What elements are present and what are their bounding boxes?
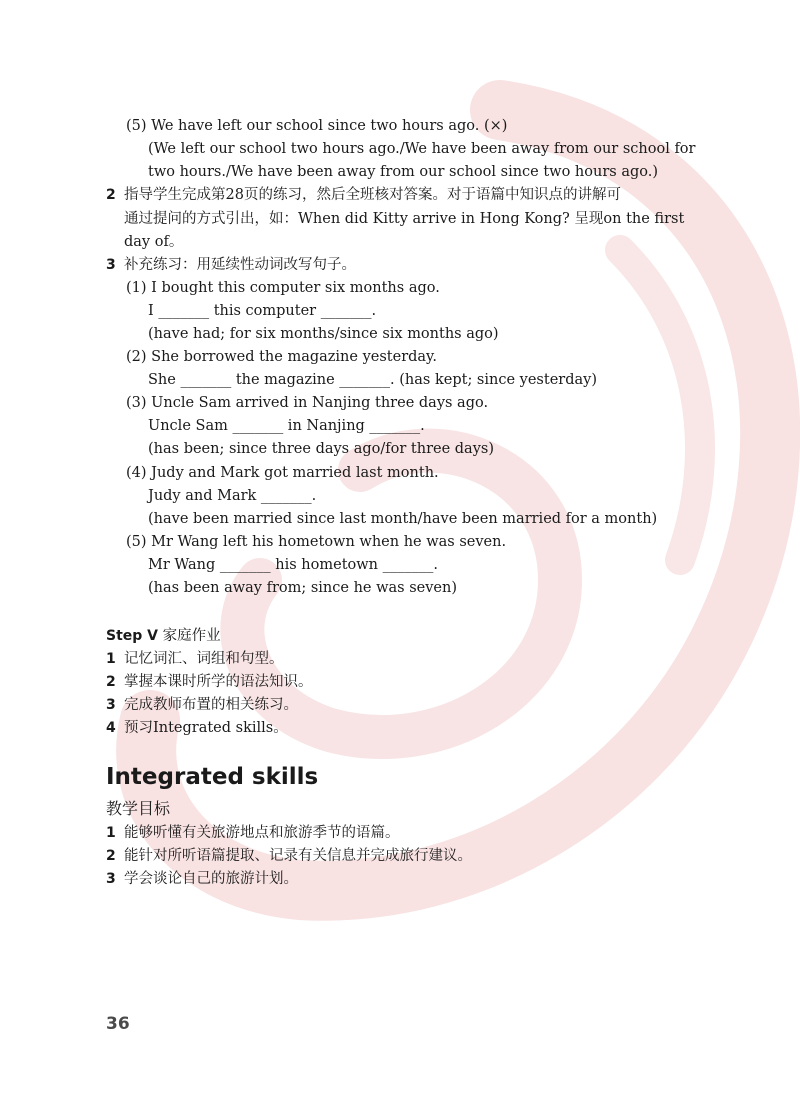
item-3-number: 3 [106,257,116,273]
section-title: Integrated skills [106,764,319,790]
step-v-item: 4 预习Integrated skills。 [106,720,288,736]
exercise-3-blank: Uncle Sam _______ in Nanjing _______. [148,418,425,434]
step-v-item: 1 记忆词汇、词组和句型。 [106,651,284,667]
objective-item: 3 学会谈论自己的旅游计划。 [106,871,298,887]
item-2-line2: 通过提问的方式引出，如：When did Kitty arrive in Hong Kong? 呈现on the first [124,211,685,227]
exercise-4-blank: Judy and Mark _______. [148,488,317,504]
objective-item: 1 能够听懂有关旅游地点和旅游季节的语篇。 [106,825,400,841]
section-subtitle: 教学目标 [106,799,171,818]
item-3-text: 补充练习：用延续性动词改写句子。 [124,257,356,273]
exercise-5-answer: (has been away from; since he was seven) [148,580,458,596]
exercise-5-question: (5) Mr Wang left his hometown when he was seven. [126,534,507,550]
step-v-item: 2 掌握本课时所学的语法知识。 [106,674,313,690]
exercise-1-blank: I _______ this computer _______. [148,303,377,319]
exercise-1-answer: (have had; for six months/since six months ago) [148,326,499,342]
exercise-5-blank: Mr Wang _______ his hometown _______. [148,557,438,573]
exercise-4-question: (4) Judy and Mark got married last month. [126,465,439,481]
exercise-2-question: (2) She borrowed the magazine yesterday. [126,349,437,365]
exercise-1-question: (1) I bought this computer six months ago. [126,280,440,296]
exercise-4-answer: (have been married since last month/have been married for a month) [148,511,658,527]
step-v-label: Step V [106,628,159,644]
example-5-correction-line2: two hours./We have been away from our school since two hours ago.) [148,164,658,180]
item-2-line1 [106,185,621,205]
example-5-correction-line1: (We left our school two hours ago./We have been away from our school for [148,141,696,157]
page-number: 36 [106,1014,130,1034]
item-2-line3: day of。 [124,234,184,250]
item-2-number: 2 [106,187,116,203]
exercise-2-blank: She _______ the magazine _______. (has kept; since yesterday) [148,372,597,388]
item-2-text: 指导学生完成第28页的练习，然后全班核对答案。对于语篇中知识点的讲解可 [124,187,621,203]
step-v-heading [106,626,221,646]
exercise-3-answer: (has been; since three days ago/for three days) [148,441,494,457]
item-3-title [106,255,356,275]
example-5-wrong: (5) We have left our school since two hours ago. (×) [126,118,508,134]
objective-item: 2 能针对所听语篇提取、记录有关信息并完成旅行建议。 [106,848,472,864]
step-v-item: 3 完成教师布置的相关练习。 [106,697,298,713]
exercise-3-question: (3) Uncle Sam arrived in Nanjing three days ago. [126,395,489,411]
step-v-title: 家庭作业 [162,628,221,644]
